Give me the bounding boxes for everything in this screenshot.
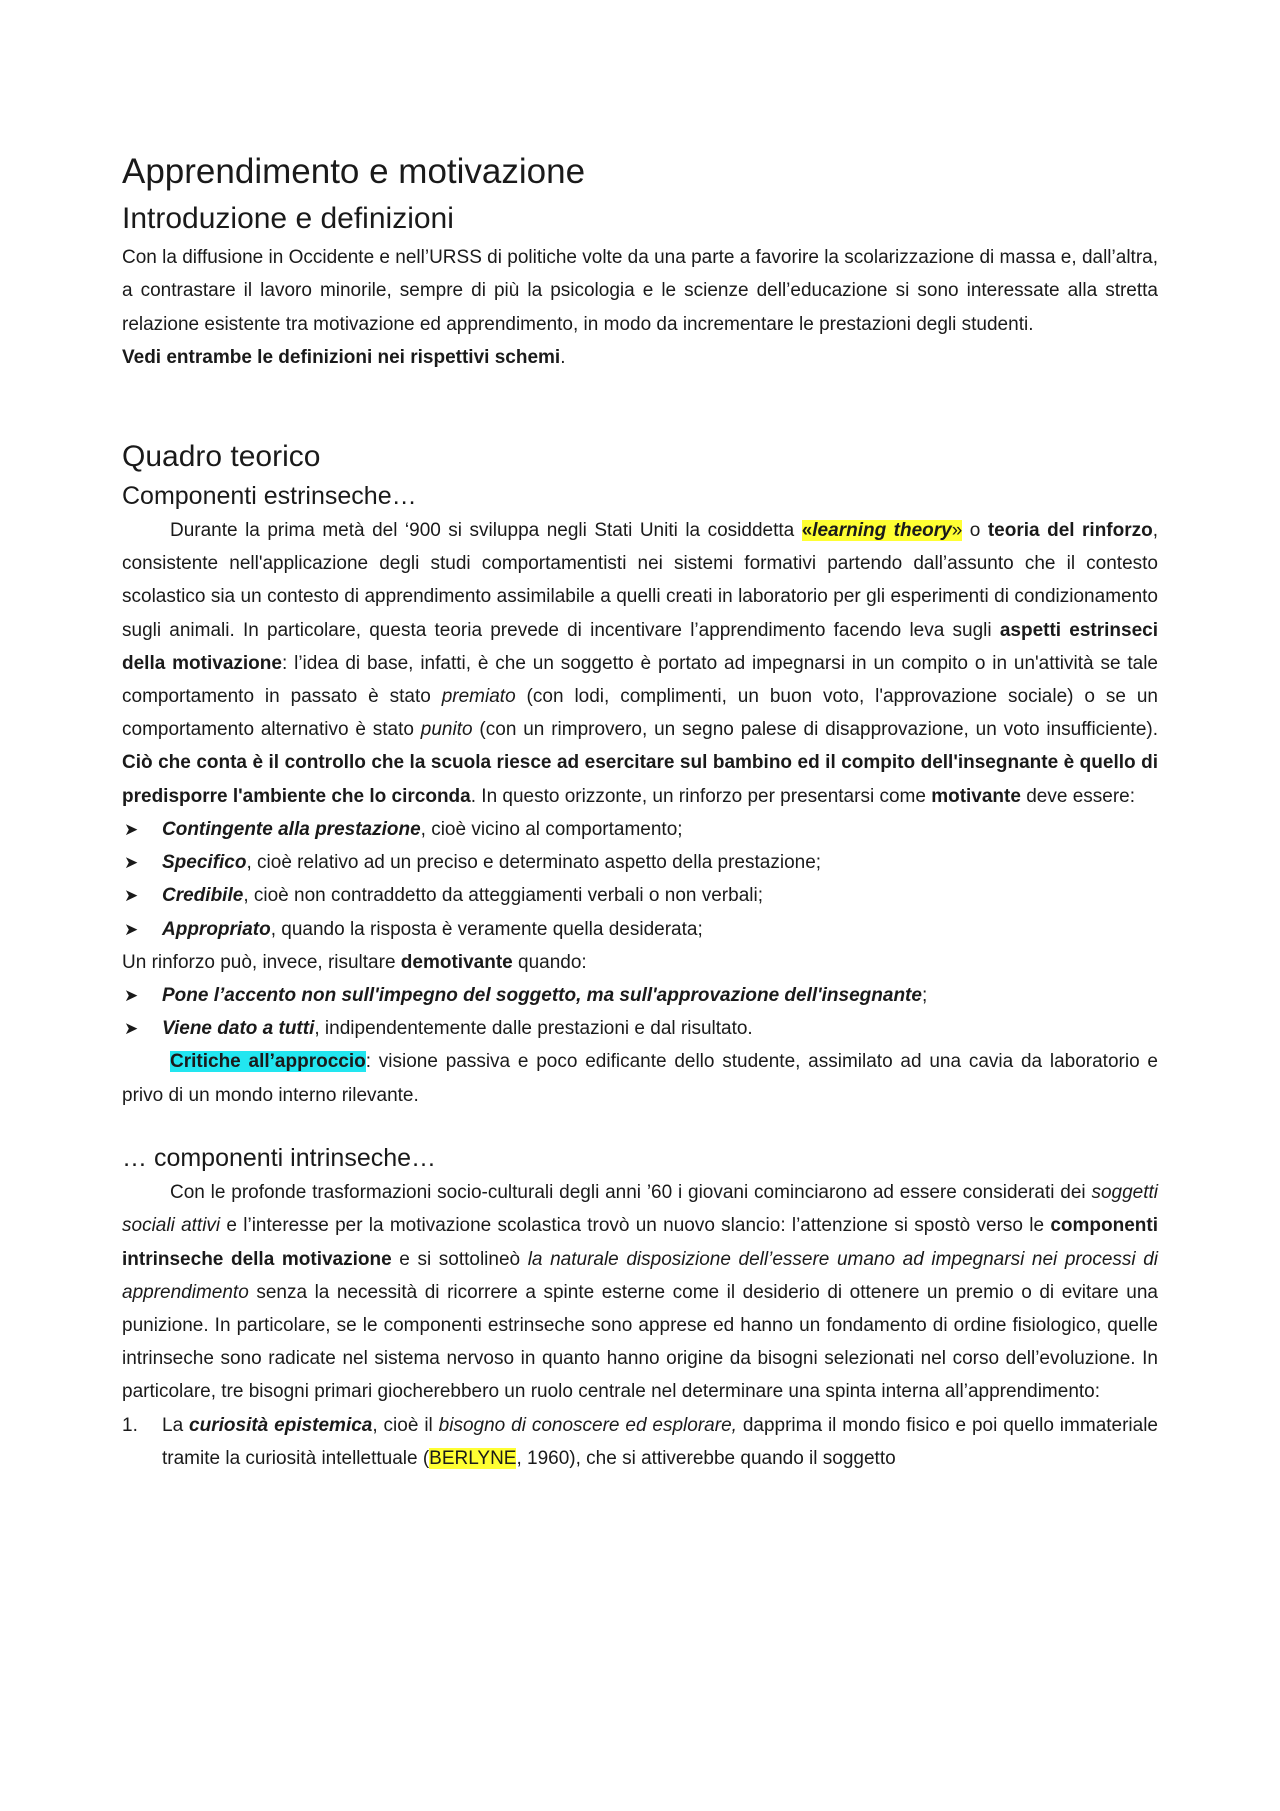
highlight-berlyne: BERLYNE: [429, 1447, 517, 1469]
demotivante-list: [122, 979, 1158, 1045]
document-title: Apprendimento e motivazione: [122, 152, 586, 191]
list-item: ➤ Appropriato, quando la risposta è veramente quella desiderata;: [122, 913, 1158, 946]
highlight-learning-theory: «learning theory»: [801, 520, 963, 542]
highlight-teoria-rinforzo: teoria del rinforzo: [987, 520, 1153, 542]
arrow-bullet-icon: ➤: [124, 819, 139, 839]
list-item: ➤ Contingente alla prestazione, cioè vicino al comportamento;: [122, 813, 1158, 846]
subheading-intrinseche: … componenti intrinseche…: [122, 1143, 437, 1172]
demotivante-intro: Un rinforzo può, invece, risultare demotivante quando:: [122, 951, 587, 973]
highlight-critiche: Critiche all’approccio: [170, 1051, 366, 1073]
list-item: ➤ Viene dato a tutti, indipendentemente dalle prestazioni e dal risultato.: [122, 1012, 1158, 1045]
intro-paragraph: Con la diffusione in Occidente e nell’URSS di politiche volte da una parte a favorire la scolarizzazione di massa e, dall’altra, a contrastare il lavoro minorile, sempre di più la psicologia e le scienze dell’educazione si sono interessate alla stretta relazione esistente tra motivazione ed apprendimento, in modo da incrementare le prestazioni degli studenti. Vedi entrambe le definizioni nei rispettivi schemi.: [122, 247, 1158, 368]
critiche-paragraph: Critiche all’approccio: visione passiva e poco edificante dello studente, assimilato ad una cavia da laboratorio e privo di un mondo interno rilevante.: [122, 1051, 1158, 1106]
arrow-bullet-icon: ➤: [124, 985, 139, 1005]
list-item: ➤ Credibile, cioè non contraddetto da atteggiamenti verbali o non verbali;: [122, 879, 1158, 912]
arrow-bullet-icon: ➤: [124, 886, 139, 906]
arrow-bullet-icon: ➤: [124, 1019, 139, 1039]
arrow-bullet-icon: ➤: [124, 853, 139, 873]
list-item: 1. La curiosità epistemica, cioè il bisogno di conoscere ed esplorare, dapprima il mondo fisico e poi quello immateriale tramite la curiosità intellettuale (BERLYNE, 1960), che si attiverebbe quando il soggetto: [122, 1414, 1159, 1469]
intro-note: Vedi entrambe le definizioni nei rispettivi schemi: [122, 346, 561, 368]
document-content: [122, 150, 1158, 1475]
section-heading-intro: Introduzione e definizioni: [122, 201, 454, 235]
arrow-bullet-icon: ➤: [124, 919, 139, 939]
motivante-list: [122, 813, 1158, 946]
intrinseche-paragraph: Con le profonde trasformazioni socio-culturali degli anni ’60 i giovani cominciarono ad essere considerati dei soggetti sociali attivi e l’interesse per la motivazione scolastica trovò un nuovo slancio: l’attenzione si spostò verso le componenti intrinseche della motivazione e si sottolineò la naturale disposizione dell’essere umano ad impegnarsi nei processi di apprendimento senza la necessità di ricorrere a spinte esterne come il desiderio di ottenere un premio o di evitare una punizione. In particolare, se le componenti estrinseche sono apprese ed hanno un fondamento di ordine fisiologico, quelle intrinseche sono radicate nel sistema nervoso in quanto hanno origine da bisogni selezionati nel corso dell’evoluzione. In particolare, tre bisogni primari giocherebbero un ruolo centrale nel determinare una spinta interna all’apprendimento:: [122, 1182, 1158, 1403]
estrinseche-paragraph: Durante la prima metà del ‘900 si sviluppa negli Stati Uniti la cosiddetta «learning theory» o teoria del rinforzo, consistente nell'applicazione degli studi comportamentisti nei sistemi formativi partendo dall’assunto che il contesto scolastico sia un contesto di apprendimento assimilabile a quelli creati in laboratorio per gli esperimenti di condizionamento sugli animali. In particolare, questa teoria prevede di incentivare l’apprendimento facendo leva sugli aspetti estrinseci della motivazione: l’idea di base, infatti, è che un soggetto è portato ad impegnarsi in un compito o in un'attività se tale comportamento in passato è stato premiato (con lodi, complimenti, un buon voto, l'approvazione sociale) o se un comportamento alternativo è stato punito (con un rimprovero, un segno palese di disapprovazione, un voto insufficiente). Ciò che conta è il controllo che la scuola riesce ad esercitare sul bambino ed il compito dell'insegnante è quello di predisporre l'ambiente che lo circonda. In questo orizzonte, un rinforzo per presentarsi come motivante deve essere:: [122, 520, 1159, 807]
bisogni-list: [122, 1409, 1158, 1475]
list-item: ➤ Specifico, cioè relativo ad un preciso e determinato aspetto della prestazione;: [122, 846, 1158, 879]
subheading-estrinseche: Componenti estrinseche…: [122, 481, 417, 510]
list-item: ➤ Pone l’accento non sull'impegno del soggetto, ma sull'approvazione dell'insegnante;: [122, 979, 1158, 1012]
section-heading-quadro: Quadro teorico: [122, 440, 321, 474]
